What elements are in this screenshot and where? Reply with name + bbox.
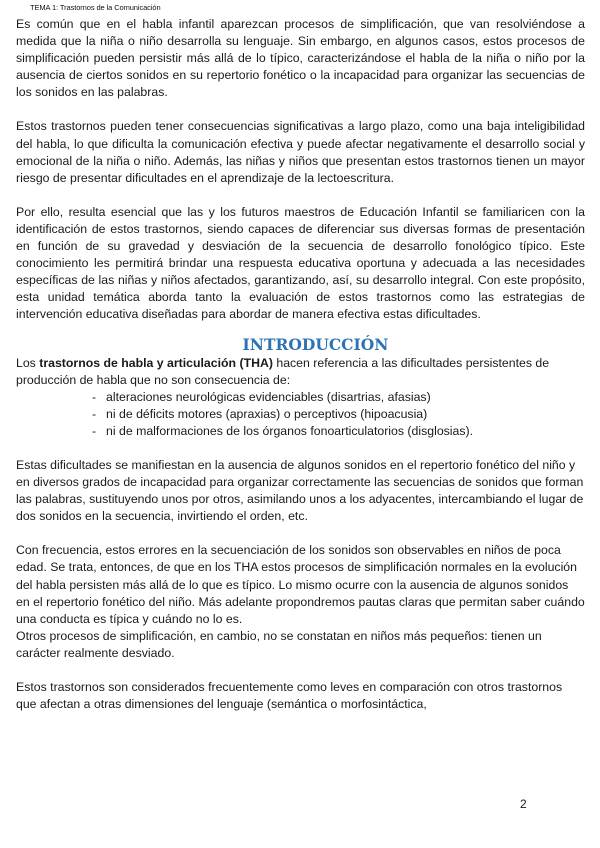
page-number: 2	[520, 797, 527, 811]
definition-suffix: hacen referencia a las dificultades persistentes de producción de habla que no son consecuencia de:	[16, 355, 550, 387]
paragraph-teachers: Por ello, resulta esencial que las y los futuros maestros de Educación Infantil se familiaricen con la identificación de estos trastornos, siendo capaces de diferenciar sus diversas formas de presentación en función de su gravedad y desviación de la secuencia de desarrollo fonológico típico. Este conocimiento les permitirá brindar una respuesta educativa oportuna y adecuada a las necesidades específicas de las niñas y niños afectados, garantizando, así, su desarrollo integral. Con este propósito, esta unidad temática aborda tanto la evaluación de estos trastornos como las estrategias de intervención educativa diseñadas para abordar de manera efectiva estas dificultades.	[16, 204, 585, 322]
exclusion-list	[16, 389, 585, 440]
paragraph-simplification: Es común que en el habla infantil aparezcan procesos de simplificación, que van resolviéndose a medida que la niña o niño desarrolla su lenguaje. Sin embargo, en algunos casos, estos procesos de simplificación pueden persistir más allá de lo típico, caracterizándose el habla de la niña o niño por la ausencia de ciertos sonidos en su repertorio fonético o la incapacidad para organizar las secuencias de los sonidos en las palabras.	[16, 17, 585, 100]
definition-term: trastornos de habla y articulación (THA)	[39, 355, 273, 370]
paragraph-consequences: Estos trastornos pueden tener consecuencias significativas a largo plazo, como una baja inteligibilidad del habla, lo que dificulta la comunicación efectiva y puede afectar negativamente el desarrollo social y emocional de la niña o niño. Además, las niñas y niños que presentan estos trastornos tienen un mayor riesgo de presentar dificultades en el aprendizaje de la lectoescritura.	[16, 119, 585, 185]
paragraph-mild-disorders: Estos trastornos son considerados frecuentemente como leves en comparación con otros trastornos que afectan a otras dimensiones del lenguaje (semántica o morfosintáctica,	[16, 680, 563, 712]
paragraph-difficulties: Estas dificultades se manifiestan en la ausencia de algunos sonidos en el repertorio fonético del niño y en diversos grados de incapacidad para organizar correctamente las secuencias de sonidos que forman las palabras, sustituyendo unos por otros, asimilando unos a los adyacentes, intercambiando el lugar de dos sonidos en la secuencia, invirtiendo el orden, etc.	[16, 457, 584, 524]
definition-paragraph	[16, 355, 585, 389]
definition-prefix: Los	[16, 355, 40, 370]
section-title: INTRODUCCIÓN	[242, 334, 389, 354]
running-header: TEMA 1: Trastornos de la Comunicación	[30, 3, 161, 12]
list-item: - ni de malformaciones de los órganos fonoarticulatorios (disglosias).	[92, 423, 585, 440]
paragraph-frequency: Con frecuencia, estos errores en la secuenciación de los sonidos son observables en niños de poca edad. Se trata, entonces, de que en los THA estos procesos de simplificación normales en la evolución del habla persisten más allá de lo que es típico. Lo mismo ocurre con la ausencia de algunos sonidos en el repertorio fonético del niño. Más adelante propondremos pautas claras que permitan saber cuándo una conducta es típica y cuándo no lo es.	[16, 543, 585, 626]
paragraph-other-processes: Otros procesos de simplificación, en cambio, no se constatan en niños más pequeños: tienen un carácter realmente desviado.	[16, 628, 542, 660]
page-body	[16, 16, 585, 713]
list-item: - alteraciones neurológicas evidenciables (disartrias, afasias)	[92, 389, 585, 406]
list-item: - ni de déficits motores (apraxias) o perceptivos (hipoacusia)	[92, 406, 585, 423]
